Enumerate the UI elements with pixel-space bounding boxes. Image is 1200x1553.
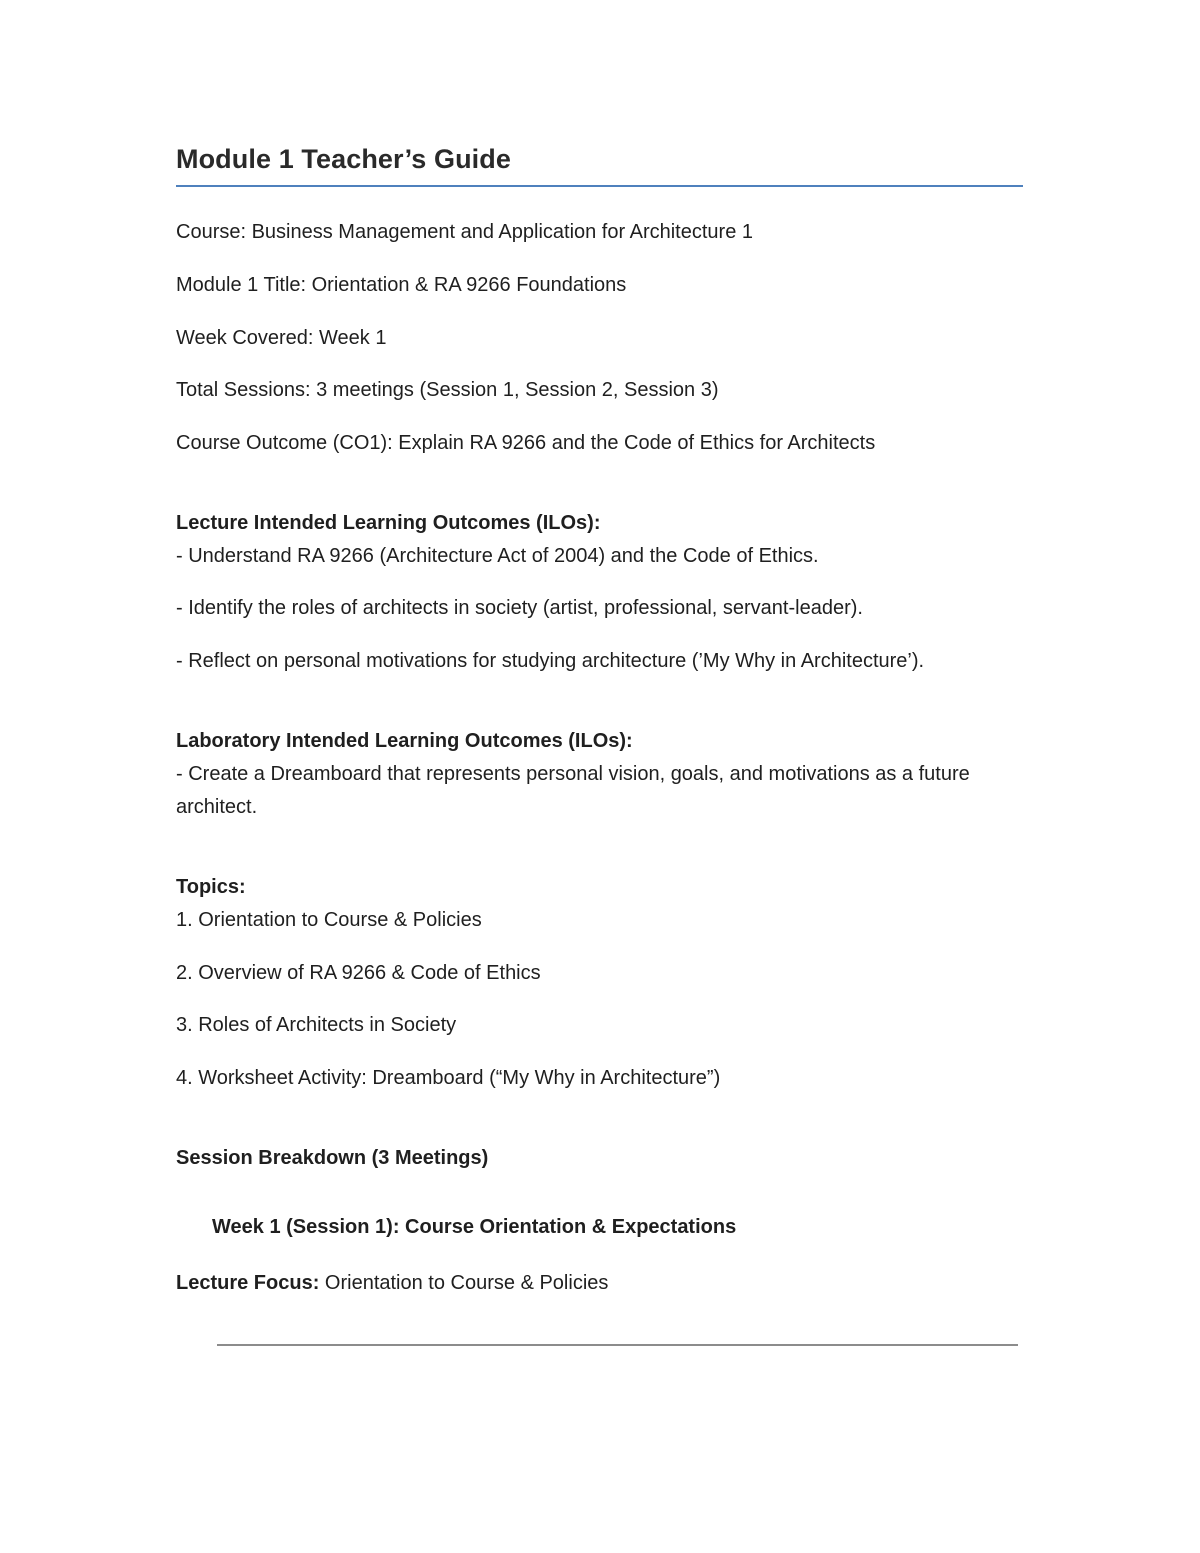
course-line: Course: Business Management and Application for Architecture 1 (176, 221, 753, 243)
course-outcome-line: Course Outcome (CO1): Explain RA 9266 and the Code of Ethics for Architects (176, 432, 876, 454)
lecture-ilo-item: - Understand RA 9266 (Architecture Act of 2004) and the Code of Ethics. (176, 545, 819, 567)
session-breakdown-heading: Session Breakdown (3 Meetings) (176, 1147, 489, 1169)
lecture-focus-line (176, 1267, 608, 1300)
topic-item: 3. Roles of Architects in Society (176, 1014, 457, 1036)
lecture-ilo-item: - Reflect on personal motivations for studying architecture (’My Why in Architecture’). (176, 650, 925, 672)
lab-ilos-heading: Laboratory Intended Learning Outcomes (ILOs): (176, 730, 633, 752)
lecture-ilo-item: - Identify the roles of architects in society (artist, professional, servant-leader). (176, 597, 863, 619)
total-sessions-line: Total Sessions: 3 meetings (Session 1, Session 2, Session 3) (176, 379, 719, 401)
topics-heading: Topics: (176, 876, 246, 898)
lecture-focus-value: Orientation to Course & Policies (319, 1272, 609, 1294)
topic-item: 1. Orientation to Course & Policies (176, 909, 482, 931)
lab-ilo-item: - Create a Dreamboard that represents personal vision, goals, and motivations as a future architect. (176, 763, 970, 818)
topic-item: 4. Worksheet Activity: Dreamboard (“My Why in Architecture”) (176, 1067, 721, 1089)
week1-session1-heading: Week 1 (Session 1): Course Orientation & Expectations (212, 1216, 737, 1238)
title-underline (176, 185, 1023, 187)
lecture-ilos-heading: Lecture Intended Learning Outcomes (ILOs): (176, 512, 601, 534)
footer-divider (217, 1344, 1018, 1346)
page-title: Module 1 Teacher’s Guide (176, 144, 511, 174)
week-covered-line: Week Covered: Week 1 (176, 327, 387, 349)
topic-item: 2. Overview of RA 9266 & Code of Ethics (176, 962, 541, 984)
lecture-focus-label: Lecture Focus: (176, 1272, 320, 1294)
module-title-line: Module 1 Title: Orientation & RA 9266 Foundations (176, 274, 627, 296)
